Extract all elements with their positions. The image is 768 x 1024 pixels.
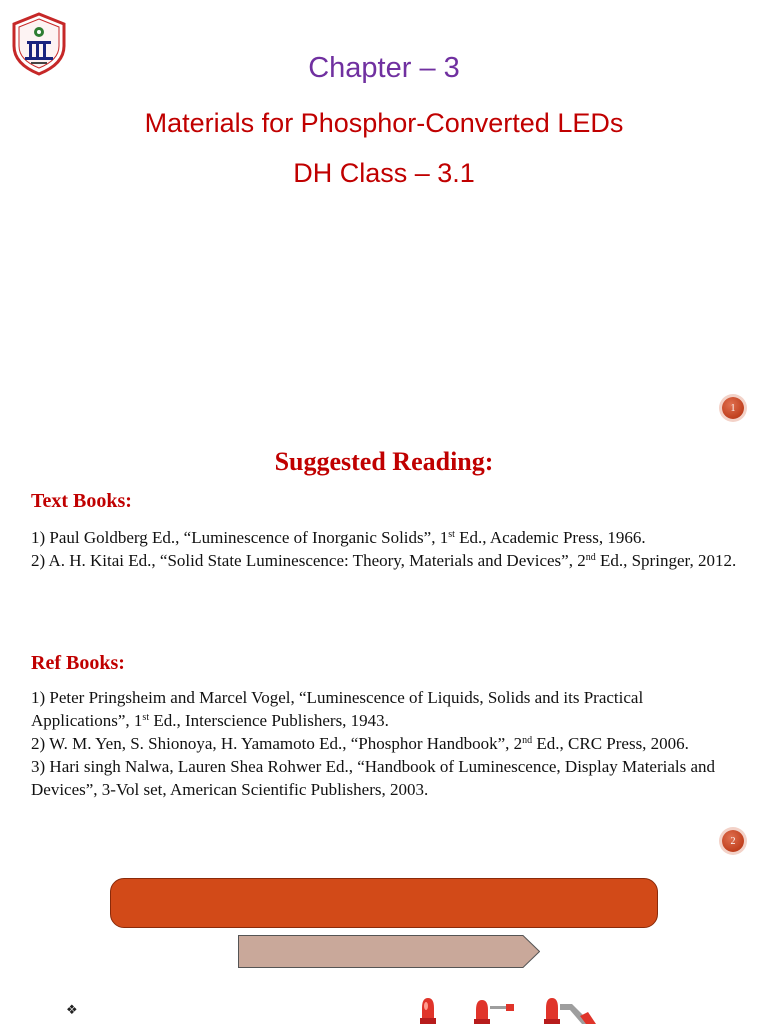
page-number-badge — [722, 397, 744, 419]
page-number-badge — [722, 830, 744, 852]
list-item: 1) Paul Goldberg Ed., “Luminescence of Inorganic Solids”, 1st Ed., Academic Press, 1966. — [31, 528, 646, 547]
class-label: DH Class – 3.1 — [293, 158, 475, 188]
led-icons-group — [418, 994, 600, 1024]
led-icon — [474, 1000, 514, 1024]
chapter-subtitle: Materials for Phosphor-Converted LEDs — [144, 108, 624, 138]
chapter-title: Chapter – 3 — [308, 52, 460, 84]
ref-books-list — [31, 686, 743, 801]
arrow-banner — [238, 935, 540, 968]
text-books-list — [31, 526, 743, 572]
list-item: 2) A. H. Kitai Ed., “Solid State Luminescence: Theory, Materials and Devices”, 2nd Ed., Springer, 2012. — [31, 551, 737, 570]
page-number: 2 — [730, 835, 736, 847]
diamond-bullet-icon: ❖ — [66, 1002, 78, 1017]
text-books-heading: Text Books: — [31, 490, 132, 512]
ref-books-heading: Ref Books: — [31, 652, 125, 674]
suggested-reading-heading: Suggested Reading: — [274, 447, 494, 476]
list-item: 2) W. M. Yen, S. Shionoya, H. Yamamoto Ed., “Phosphor Handbook”, 2nd Ed., CRC Press, 2006. — [31, 734, 689, 753]
page-number: 1 — [730, 402, 736, 414]
title-banner — [110, 878, 658, 928]
led-icon — [420, 998, 436, 1024]
led-icon — [544, 998, 596, 1024]
list-item: 1) Peter Pringsheim and Marcel Vogel, “Luminescence of Liquids, Solids and its Practical Applications”, 1st Ed., Interscience Publishers, 1943. — [31, 688, 644, 730]
list-item: 3) Hari singh Nalwa, Lauren Shea Rohwer Ed., “Handbook of Luminescence, Display Materials and Devices”, 3-Vol set, American Scientific Publishers, 2003. — [31, 757, 716, 799]
